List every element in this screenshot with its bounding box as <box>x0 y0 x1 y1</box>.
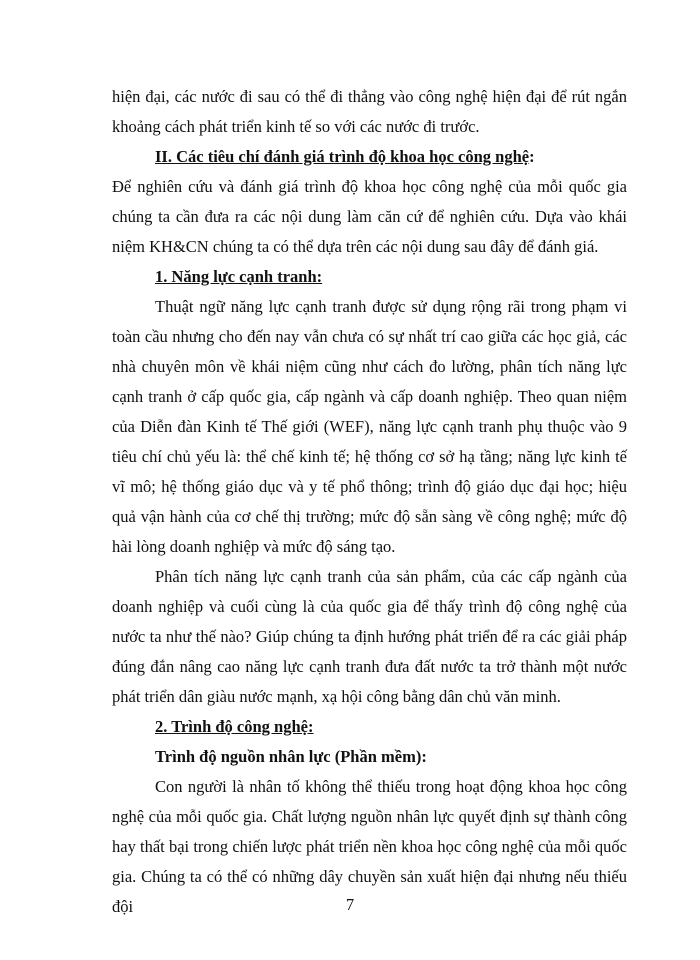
subheading-competitiveness-text: 1. Năng lực cạnh tranh: <box>155 267 323 286</box>
subheading-human-resources: Trình độ nguồn nhân lực (Phần mềm): <box>155 747 427 766</box>
section-heading-criteria-text: II. Các tiêu chí đánh giá trình độ khoa học công nghệ <box>155 147 530 166</box>
paragraph-intro-continuation: hiện đại, các nước đi sau có thể đi thẳng vào công nghệ hiện đại để rút ngắn khoảng cách phát triển kinh tế so với các nước đi trước. <box>112 87 627 136</box>
subheading-technology <box>155 712 313 742</box>
paragraph-human-resources: Con người là nhân tố không thể thiếu trong hoạt động khoa học công nghệ của mỗi quốc gia. Chất lượng nguồn nhân lực quyết định sự thành công hay thất bại trong chiến lược phát triển nền khoa học công nghệ của mỗi quốc gia. Chúng ta có thể có những dây chuyền sản xuất hiện đại nhưng nếu thiếu đội <box>112 777 627 916</box>
section-heading-criteria-colon: : <box>529 147 535 166</box>
paragraph-criteria: Để nghiên cứu và đánh giá trình độ khoa học công nghệ của mỗi quốc gia chúng ta cần đưa ra các nội dung làm căn cứ để nghiên cứu. Dựa vào khái niệm KH&CN chúng ta có thể dựa trên các nội dung sau đây để đánh giá. <box>112 177 627 256</box>
section-heading-criteria <box>155 142 535 172</box>
paragraph-analysis: Phân tích năng lực cạnh tranh của sản phẩm, của các cấp ngành của doanh nghiệp và cuối cùng là của quốc gia để thấy trình độ công nghệ của nước ta như thế nào? Giúp chúng ta định hướng phát triển để ra các giải pháp đúng đắn nâng cao năng lực cạnh tranh đưa đất nước ta trở thành một nước phát triển dân giàu nước mạnh, xạ hội công bằng dân chủ văn minh. <box>112 567 627 706</box>
subheading-technology-text: 2. Trình độ công nghệ: <box>155 717 314 736</box>
paragraph-competitiveness: Thuật ngữ năng lực cạnh tranh được sử dụng rộng rãi trong phạm vi toàn cầu nhưng cho đến nay vẫn chưa có sự nhất trí cao giữa các học giả, các nhà chuyên môn về khái niệm cũng như cách đo lường, phân tích năng lực cạnh tranh ở cấp quốc gia, cấp ngành và cấp doanh nghiệp. Theo quan niệm của Diễn đàn Kinh tế Thế giới (WEF), năng lực cạnh tranh phụ thuộc vào 9 tiêu chí chủ yếu là: thể chế kinh tế; hệ thống cơ sở hạ tầng; năng lực kinh tế vĩ mô; hệ thống giáo dục và y tế phổ thông; trình độ giáo dục đại học; hiệu quả vận hành của cơ chế thị trường; mức độ sẵn sàng về công nghệ; mức độ hài lòng doanh nghiệp và mức độ sáng tạo. <box>112 297 627 556</box>
page-number: 7 <box>345 895 355 914</box>
subheading-competitiveness <box>155 262 322 292</box>
